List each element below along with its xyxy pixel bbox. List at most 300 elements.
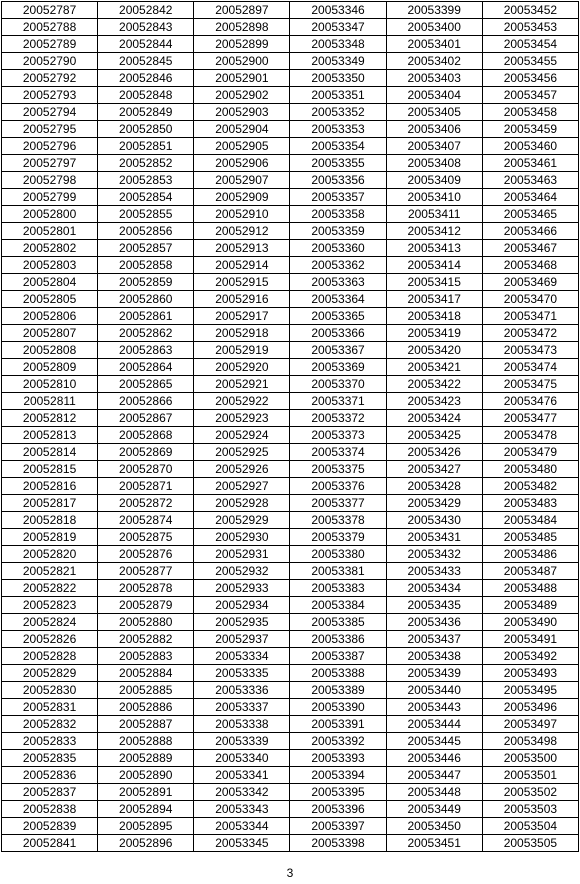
table-cell: 20053358 [290, 206, 386, 223]
table-row [2, 478, 579, 495]
table-cell: 20053458 [482, 104, 578, 121]
table-cell: 20053377 [290, 495, 386, 512]
table-cell: 20053389 [290, 682, 386, 699]
table-cell: 20052932 [194, 563, 290, 580]
table-cell: 20053392 [290, 733, 386, 750]
table-cell: 20053454 [482, 36, 578, 53]
table-cell: 20052884 [98, 665, 194, 682]
table-cell: 20053473 [482, 342, 578, 359]
table-cell: 20052931 [194, 546, 290, 563]
table-row [2, 359, 579, 376]
table-cell: 20052790 [2, 53, 98, 70]
table-cell: 20053479 [482, 444, 578, 461]
table-cell: 20052795 [2, 121, 98, 138]
page-number: 3 [286, 866, 294, 880]
table-row [2, 172, 579, 189]
table-cell: 20052826 [2, 631, 98, 648]
table-cell: 20053411 [386, 206, 482, 223]
table-cell: 20052804 [2, 274, 98, 291]
table-cell: 20053369 [290, 359, 386, 376]
table-cell: 20053501 [482, 767, 578, 784]
table-cell: 20052858 [98, 257, 194, 274]
table-cell: 20053487 [482, 563, 578, 580]
table-cell: 20053455 [482, 53, 578, 70]
table-cell: 20053360 [290, 240, 386, 257]
table-cell: 20052882 [98, 631, 194, 648]
table-cell: 20053449 [386, 801, 482, 818]
table-row [2, 750, 579, 767]
table-cell: 20052863 [98, 342, 194, 359]
table-cell: 20053444 [386, 716, 482, 733]
table-cell: 20052789 [2, 36, 98, 53]
table-cell: 20053384 [290, 597, 386, 614]
table-row [2, 563, 579, 580]
table-cell: 20052815 [2, 461, 98, 478]
table-cell: 20052918 [194, 325, 290, 342]
table-row [2, 189, 579, 206]
table-cell: 20053341 [194, 767, 290, 784]
table-row [2, 376, 579, 393]
table-cell: 20052899 [194, 36, 290, 53]
table-cell: 20053349 [290, 53, 386, 70]
table-cell: 20053408 [386, 155, 482, 172]
table-cell: 20053373 [290, 427, 386, 444]
table-cell: 20053412 [386, 223, 482, 240]
table-cell: 20052914 [194, 257, 290, 274]
table-row [2, 121, 579, 138]
table-cell: 20052865 [98, 376, 194, 393]
table-cell: 20053483 [482, 495, 578, 512]
table-cell: 20052836 [2, 767, 98, 784]
table-row [2, 529, 579, 546]
table-row [2, 835, 579, 852]
table-cell: 20053380 [290, 546, 386, 563]
table-cell: 20053355 [290, 155, 386, 172]
table-cell: 20052866 [98, 393, 194, 410]
table-cell: 20052793 [2, 87, 98, 104]
table-cell: 20053505 [482, 835, 578, 852]
table-cell: 20053348 [290, 36, 386, 53]
table-cell: 20053402 [386, 53, 482, 70]
table-cell: 20052788 [2, 19, 98, 36]
table-cell: 20052794 [2, 104, 98, 121]
table-cell: 20052806 [2, 308, 98, 325]
table-cell: 20053471 [482, 308, 578, 325]
table-row [2, 461, 579, 478]
table-cell: 20053339 [194, 733, 290, 750]
table-cell: 20052812 [2, 410, 98, 427]
table-cell: 20052853 [98, 172, 194, 189]
table-cell: 20052913 [194, 240, 290, 257]
table-cell: 20053409 [386, 172, 482, 189]
table-cell: 20053383 [290, 580, 386, 597]
table-cell: 20052851 [98, 138, 194, 155]
table-cell: 20053340 [194, 750, 290, 767]
table-cell: 20053503 [482, 801, 578, 818]
table-cell: 20053362 [290, 257, 386, 274]
table-cell: 20052857 [98, 240, 194, 257]
table-cell: 20053351 [290, 87, 386, 104]
table-cell: 20053464 [482, 189, 578, 206]
table-row [2, 631, 579, 648]
table-cell: 20052860 [98, 291, 194, 308]
table-cell: 20052814 [2, 444, 98, 461]
table-cell: 20053468 [482, 257, 578, 274]
table-cell: 20053460 [482, 138, 578, 155]
table-cell: 20053337 [194, 699, 290, 716]
table-cell: 20052903 [194, 104, 290, 121]
table-cell: 20052817 [2, 495, 98, 512]
table-cell: 20053356 [290, 172, 386, 189]
table-cell: 20053432 [386, 546, 482, 563]
table-cell: 20053388 [290, 665, 386, 682]
table-cell: 20052811 [2, 393, 98, 410]
table-cell: 20052868 [98, 427, 194, 444]
table-cell: 20052927 [194, 478, 290, 495]
table-cell: 20053367 [290, 342, 386, 359]
table-cell: 20052809 [2, 359, 98, 376]
table-cell: 20052901 [194, 70, 290, 87]
table-cell: 20052872 [98, 495, 194, 512]
table-cell: 20053457 [482, 87, 578, 104]
table-cell: 20053419 [386, 325, 482, 342]
table-cell: 20053336 [194, 682, 290, 699]
table-row [2, 240, 579, 257]
table-cell: 20052894 [98, 801, 194, 818]
table-row [2, 104, 579, 121]
table-cell: 20052854 [98, 189, 194, 206]
table-cell: 20052818 [2, 512, 98, 529]
table-cell: 20052920 [194, 359, 290, 376]
table-cell: 20052916 [194, 291, 290, 308]
table-row [2, 223, 579, 240]
table-cell: 20053461 [482, 155, 578, 172]
table-cell: 20052821 [2, 563, 98, 580]
table-cell: 20053381 [290, 563, 386, 580]
table-cell: 20052929 [194, 512, 290, 529]
table-cell: 20053467 [482, 240, 578, 257]
table-cell: 20053399 [386, 2, 482, 19]
table-cell: 20053363 [290, 274, 386, 291]
table-cell: 20053480 [482, 461, 578, 478]
table-cell: 20052926 [194, 461, 290, 478]
table-cell: 20053425 [386, 427, 482, 444]
table-cell: 20052843 [98, 19, 194, 36]
table-cell: 20053393 [290, 750, 386, 767]
table-cell: 20053413 [386, 240, 482, 257]
table-cell: 20053387 [290, 648, 386, 665]
table-cell: 20053395 [290, 784, 386, 801]
table-cell: 20052896 [98, 835, 194, 852]
table-cell: 20052852 [98, 155, 194, 172]
table-cell: 20052839 [2, 818, 98, 835]
table-row [2, 648, 579, 665]
table-cell: 20053489 [482, 597, 578, 614]
table-cell: 20053397 [290, 818, 386, 835]
table-cell: 20053366 [290, 325, 386, 342]
table-cell: 20052828 [2, 648, 98, 665]
table-cell: 20052864 [98, 359, 194, 376]
table-cell: 20053463 [482, 172, 578, 189]
table-cell: 20052845 [98, 53, 194, 70]
table-cell: 20052907 [194, 172, 290, 189]
table-cell: 20053426 [386, 444, 482, 461]
table-cell: 20052802 [2, 240, 98, 257]
table-cell: 20053372 [290, 410, 386, 427]
table-cell: 20053493 [482, 665, 578, 682]
table-cell: 20052915 [194, 274, 290, 291]
table-cell: 20053485 [482, 529, 578, 546]
table-cell: 20052813 [2, 427, 98, 444]
table-cell: 20052886 [98, 699, 194, 716]
table-cell: 20052935 [194, 614, 290, 631]
table-cell: 20052796 [2, 138, 98, 155]
table-cell: 20053352 [290, 104, 386, 121]
table-cell: 20053407 [386, 138, 482, 155]
table-cell: 20053371 [290, 393, 386, 410]
table-row [2, 580, 579, 597]
table-cell: 20053502 [482, 784, 578, 801]
table-cell: 20052792 [2, 70, 98, 87]
table-cell: 20052805 [2, 291, 98, 308]
table-cell: 20052867 [98, 410, 194, 427]
table-row [2, 546, 579, 563]
table-cell: 20053465 [482, 206, 578, 223]
table-cell: 20052846 [98, 70, 194, 87]
table-row [2, 665, 579, 682]
table-cell: 20053353 [290, 121, 386, 138]
table-row [2, 444, 579, 461]
table-cell: 20052830 [2, 682, 98, 699]
table-cell: 20053429 [386, 495, 482, 512]
table-cell: 20052925 [194, 444, 290, 461]
table-row [2, 70, 579, 87]
table-cell: 20053439 [386, 665, 482, 682]
table-row [2, 682, 579, 699]
table-cell: 20053420 [386, 342, 482, 359]
table-cell: 20052880 [98, 614, 194, 631]
table-row [2, 291, 579, 308]
table-cell: 20053406 [386, 121, 482, 138]
table-cell: 20053438 [386, 648, 482, 665]
table-cell: 20053405 [386, 104, 482, 121]
table-cell: 20053334 [194, 648, 290, 665]
table-cell: 20053496 [482, 699, 578, 716]
table-cell: 20053474 [482, 359, 578, 376]
table-cell: 20052819 [2, 529, 98, 546]
table-cell: 20052848 [98, 87, 194, 104]
table-cell: 20053486 [482, 546, 578, 563]
table-cell: 20053430 [386, 512, 482, 529]
table-cell: 20053443 [386, 699, 482, 716]
table-row [2, 206, 579, 223]
table-row [2, 495, 579, 512]
table-cell: 20052878 [98, 580, 194, 597]
table-cell: 20053346 [290, 2, 386, 19]
table-cell: 20052924 [194, 427, 290, 444]
table-cell: 20052803 [2, 257, 98, 274]
table-cell: 20053350 [290, 70, 386, 87]
number-table-body [2, 2, 579, 852]
table-cell: 20053359 [290, 223, 386, 240]
table-cell: 20053394 [290, 767, 386, 784]
table-row [2, 274, 579, 291]
table-cell: 20052921 [194, 376, 290, 393]
table-cell: 20052835 [2, 750, 98, 767]
table-cell: 20053410 [386, 189, 482, 206]
table-cell: 20053344 [194, 818, 290, 835]
table-cell: 20053364 [290, 291, 386, 308]
table-cell: 20053415 [386, 274, 482, 291]
table-cell: 20052869 [98, 444, 194, 461]
table-cell: 20052855 [98, 206, 194, 223]
table-cell: 20053497 [482, 716, 578, 733]
table-cell: 20052891 [98, 784, 194, 801]
table-cell: 20052829 [2, 665, 98, 682]
table-row [2, 597, 579, 614]
table-cell: 20052912 [194, 223, 290, 240]
table-cell: 20053418 [386, 308, 482, 325]
table-cell: 20052879 [98, 597, 194, 614]
table-cell: 20052800 [2, 206, 98, 223]
table-cell: 20053495 [482, 682, 578, 699]
table-cell: 20052905 [194, 138, 290, 155]
table-row [2, 393, 579, 410]
table-cell: 20053347 [290, 19, 386, 36]
table-cell: 20053378 [290, 512, 386, 529]
table-row [2, 410, 579, 427]
table-cell: 20053354 [290, 138, 386, 155]
table-cell: 20053375 [290, 461, 386, 478]
table-row [2, 325, 579, 342]
table-cell: 20052889 [98, 750, 194, 767]
table-cell: 20052808 [2, 342, 98, 359]
table-cell: 20053446 [386, 750, 482, 767]
table-cell: 20052902 [194, 87, 290, 104]
table-row [2, 801, 579, 818]
table-cell: 20052876 [98, 546, 194, 563]
table-cell: 20052871 [98, 478, 194, 495]
table-cell: 20053447 [386, 767, 482, 784]
table-row [2, 512, 579, 529]
table-row [2, 2, 579, 19]
table-cell: 20052883 [98, 648, 194, 665]
table-row [2, 784, 579, 801]
table-cell: 20053437 [386, 631, 482, 648]
table-cell: 20052807 [2, 325, 98, 342]
table-cell: 20052816 [2, 478, 98, 495]
table-cell: 20053504 [482, 818, 578, 835]
table-cell: 20053417 [386, 291, 482, 308]
table-cell: 20052875 [98, 529, 194, 546]
table-cell: 20053403 [386, 70, 482, 87]
table-cell: 20052823 [2, 597, 98, 614]
table-cell: 20053484 [482, 512, 578, 529]
table-cell: 20052887 [98, 716, 194, 733]
table-cell: 20052822 [2, 580, 98, 597]
table-cell: 20052824 [2, 614, 98, 631]
table-cell: 20053490 [482, 614, 578, 631]
table-cell: 20053500 [482, 750, 578, 767]
table-cell: 20053498 [482, 733, 578, 750]
table-cell: 20053472 [482, 325, 578, 342]
table-row [2, 427, 579, 444]
table-row [2, 614, 579, 631]
table-cell: 20053431 [386, 529, 482, 546]
table-cell: 20053342 [194, 784, 290, 801]
table-cell: 20053445 [386, 733, 482, 750]
table-row [2, 733, 579, 750]
table-cell: 20052787 [2, 2, 98, 19]
table-cell: 20052922 [194, 393, 290, 410]
table-cell: 20052861 [98, 308, 194, 325]
table-cell: 20053398 [290, 835, 386, 852]
table-cell: 20052910 [194, 206, 290, 223]
table-row [2, 767, 579, 784]
table-cell: 20052856 [98, 223, 194, 240]
table-cell: 20053469 [482, 274, 578, 291]
table-cell: 20052930 [194, 529, 290, 546]
table-cell: 20052837 [2, 784, 98, 801]
table-cell: 20052842 [98, 2, 194, 19]
table-cell: 20053452 [482, 2, 578, 19]
table-cell: 20053401 [386, 36, 482, 53]
table-cell: 20052900 [194, 53, 290, 70]
table-cell: 20053335 [194, 665, 290, 682]
table-cell: 20053451 [386, 835, 482, 852]
table-cell: 20053391 [290, 716, 386, 733]
table-cell: 20052895 [98, 818, 194, 835]
table-cell: 20052798 [2, 172, 98, 189]
table-cell: 20052904 [194, 121, 290, 138]
table-cell: 20053421 [386, 359, 482, 376]
table-cell: 20053435 [386, 597, 482, 614]
table-row [2, 138, 579, 155]
table-cell: 20053357 [290, 189, 386, 206]
table-cell: 20053376 [290, 478, 386, 495]
table-cell: 20053477 [482, 410, 578, 427]
table-cell: 20052890 [98, 767, 194, 784]
table-row [2, 257, 579, 274]
table-row [2, 699, 579, 716]
table-cell: 20052841 [2, 835, 98, 852]
table-cell: 20053450 [386, 818, 482, 835]
table-cell: 20052933 [194, 580, 290, 597]
table-cell: 20052897 [194, 2, 290, 19]
table-cell: 20052898 [194, 19, 290, 36]
table-cell: 20053478 [482, 427, 578, 444]
table-cell: 20052877 [98, 563, 194, 580]
table-cell: 20052801 [2, 223, 98, 240]
table-cell: 20052919 [194, 342, 290, 359]
table-cell: 20052859 [98, 274, 194, 291]
table-cell: 20053475 [482, 376, 578, 393]
table-cell: 20053414 [386, 257, 482, 274]
table-cell: 20052797 [2, 155, 98, 172]
table-cell: 20053440 [386, 682, 482, 699]
table-cell: 20052820 [2, 546, 98, 563]
table-row [2, 818, 579, 835]
table-cell: 20052810 [2, 376, 98, 393]
table-cell: 20052862 [98, 325, 194, 342]
table-cell: 20053433 [386, 563, 482, 580]
table-row [2, 36, 579, 53]
table-cell: 20052833 [2, 733, 98, 750]
table-cell: 20052844 [98, 36, 194, 53]
table-cell: 20053482 [482, 478, 578, 495]
table-cell: 20053427 [386, 461, 482, 478]
table-cell: 20052906 [194, 155, 290, 172]
